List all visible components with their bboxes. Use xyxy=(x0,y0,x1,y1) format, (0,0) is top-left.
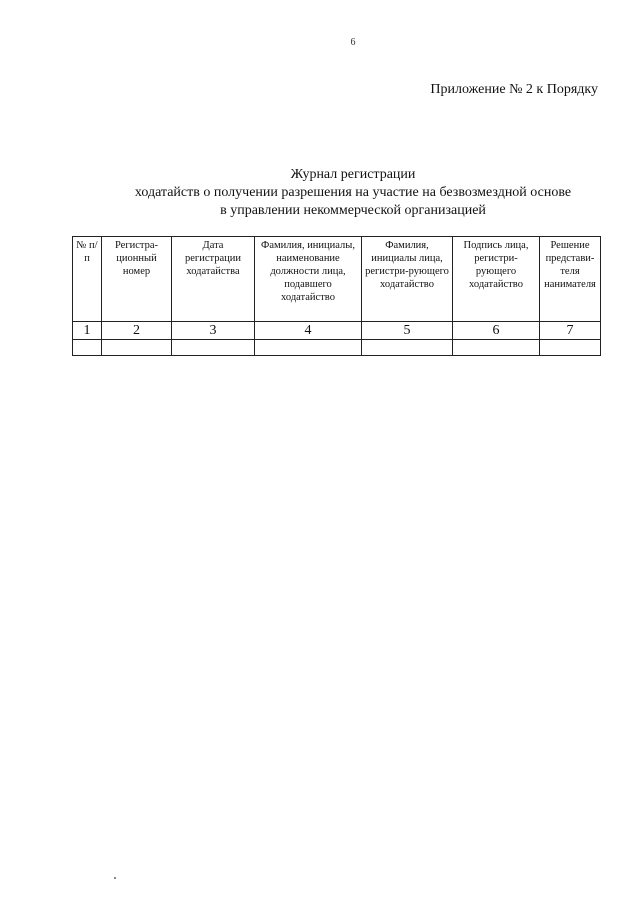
header-cell-registrar-signature: Подпись лица, регистри-рующего ходатайство xyxy=(453,237,540,322)
appendix-reference: Приложение № 2 к Порядку xyxy=(430,82,598,97)
column-number-cell: 1 xyxy=(73,322,102,340)
page-number: 6 xyxy=(350,37,356,48)
title-line-3: в управлении некоммерческой организацией xyxy=(220,203,486,218)
header-cell-registrar: Фамилия, инициалы лица, регистри-рующего ходатайство xyxy=(362,237,453,322)
column-number-cell: 7 xyxy=(540,322,601,340)
title-line-1: Журнал регистрации xyxy=(290,167,416,182)
header-cell-applicant: Фамилия, инициалы, наименование должности лица, подавшего ходатайство xyxy=(255,237,362,322)
scan-speck xyxy=(114,877,116,879)
column-number-cell: 4 xyxy=(255,322,362,340)
header-cell-employer-decision: Решение представи-теля нанимателя xyxy=(540,237,601,322)
column-number-cell: 2 xyxy=(102,322,172,340)
table-header-row xyxy=(73,237,601,322)
column-number-row xyxy=(73,322,601,340)
empty-cell xyxy=(172,340,255,356)
empty-table-row xyxy=(73,340,601,356)
empty-cell xyxy=(102,340,172,356)
empty-cell xyxy=(255,340,362,356)
header-cell-registration-number: Регистра-ционный номер xyxy=(102,237,172,322)
empty-cell xyxy=(453,340,540,356)
column-number-cell: 6 xyxy=(453,322,540,340)
empty-cell xyxy=(540,340,601,356)
header-cell-number: № п/п xyxy=(73,237,102,322)
column-number-cell: 3 xyxy=(172,322,255,340)
column-number-cell: 5 xyxy=(362,322,453,340)
title-line-2: ходатайств о получении разрешения на участие на безвозмездной основе xyxy=(134,185,572,200)
empty-cell xyxy=(73,340,102,356)
empty-cell xyxy=(362,340,453,356)
journal-table xyxy=(72,236,601,356)
document-title xyxy=(0,166,640,220)
header-cell-registration-date: Дата регистрации ходатайства xyxy=(172,237,255,322)
